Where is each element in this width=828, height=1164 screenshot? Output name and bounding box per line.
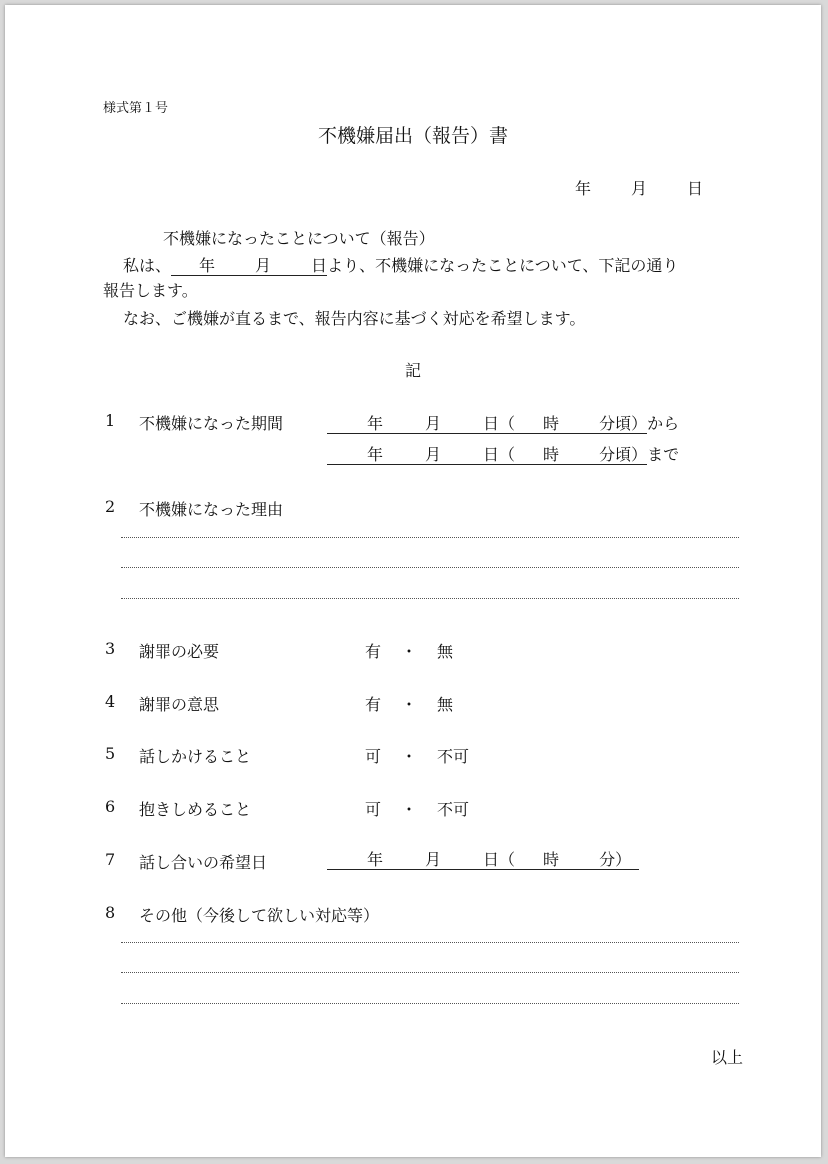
- body-line-2: 報告します。: [103, 281, 198, 300]
- item-label: 話しかけること: [139, 747, 252, 766]
- item-number: 8: [105, 903, 116, 922]
- choice-no[interactable]: 無: [437, 695, 454, 714]
- reason-line-3[interactable]: [121, 598, 739, 599]
- choice-not-ok[interactable]: 不可: [437, 747, 470, 766]
- body-text-prefix: 私は、: [123, 256, 172, 275]
- ki-heading: 記: [404, 361, 421, 380]
- period-to-blank[interactable]: [327, 446, 647, 465]
- item-apology-need: [5, 639, 821, 659]
- other-line-1[interactable]: [121, 942, 739, 943]
- from-year: 年: [367, 414, 384, 433]
- from-day: 日（: [483, 414, 516, 433]
- item-label: その他（今後して欲しい対応等）: [139, 906, 380, 925]
- choice-no[interactable]: 無: [437, 642, 454, 661]
- document-page: [5, 5, 821, 1157]
- to-minute: 分頃）: [599, 445, 648, 464]
- subject-line: 不機嫌になったことについて（報告）: [163, 229, 435, 248]
- choice-group: [365, 797, 469, 820]
- closing-ijo: 以上: [710, 1048, 743, 1067]
- start-year-label: 年: [199, 256, 216, 275]
- from-hour: 時: [543, 414, 560, 433]
- body-line-1: [123, 253, 678, 276]
- form-number: 様式第１号: [103, 101, 169, 116]
- to-hour: 時: [543, 445, 560, 464]
- item-other: [5, 903, 821, 923]
- choice-separator: ・: [401, 695, 418, 714]
- item-number: 1: [105, 411, 116, 430]
- item-hug: [5, 797, 821, 817]
- from-month: 月: [425, 414, 442, 433]
- meeting-date-blank[interactable]: [327, 851, 639, 870]
- item-meeting-date: [5, 850, 821, 872]
- item-number: 5: [105, 744, 116, 763]
- period-from: [327, 411, 679, 434]
- item-apology-intent: [5, 692, 821, 712]
- choice-group: [365, 692, 453, 715]
- start-date-blank[interactable]: [171, 257, 327, 276]
- to-month: 月: [425, 445, 442, 464]
- choice-not-ok[interactable]: 不可: [437, 800, 470, 819]
- meeting-date-field: [327, 850, 639, 870]
- choice-group: [365, 744, 469, 767]
- choice-separator: ・: [401, 747, 418, 766]
- reason-line-2[interactable]: [121, 567, 739, 568]
- period-from-blank[interactable]: [327, 415, 647, 434]
- other-line-2[interactable]: [121, 972, 739, 973]
- choice-separator: ・: [401, 800, 418, 819]
- meeting-minute: 分）: [599, 850, 632, 869]
- date-year: 年: [575, 179, 592, 198]
- from-suffix: から: [647, 414, 680, 433]
- start-day-label: 日: [311, 256, 328, 275]
- item-number: 6: [105, 797, 116, 816]
- other-line-3[interactable]: [121, 1003, 739, 1004]
- choice-yes[interactable]: 有: [365, 695, 382, 714]
- item-period: [5, 411, 821, 464]
- meeting-day: 日（: [483, 850, 516, 869]
- to-year: 年: [367, 445, 384, 464]
- item-label: 謝罪の意思: [139, 695, 220, 714]
- item-number: 4: [105, 692, 116, 711]
- start-month-label: 月: [255, 256, 272, 275]
- submission-date: [575, 176, 703, 199]
- from-minute: 分頃）: [599, 414, 648, 433]
- item-number: 3: [105, 639, 116, 658]
- item-label: 抱きしめること: [139, 800, 252, 819]
- meeting-year: 年: [367, 850, 384, 869]
- choice-ok[interactable]: 可: [365, 747, 382, 766]
- to-day: 日（: [483, 445, 516, 464]
- to-suffix: まで: [647, 445, 680, 464]
- item-label: 不機嫌になった理由: [139, 500, 284, 519]
- choice-group: [365, 639, 453, 662]
- document-title: 不機嫌届出（報告）書: [317, 125, 508, 147]
- item-talk: [5, 744, 821, 764]
- meeting-month: 月: [425, 850, 442, 869]
- meeting-hour: 時: [543, 850, 560, 869]
- item-reason: [5, 497, 821, 517]
- body-text-suffix: より、不機嫌になったことについて、下記の通り: [327, 256, 679, 275]
- body-line-3: なお、ご機嫌が直るまで、報告内容に基づく対応を希望します。: [123, 309, 586, 328]
- choice-separator: ・: [401, 642, 418, 661]
- date-month: 月: [631, 179, 648, 198]
- item-label: 不機嫌になった期間: [139, 414, 284, 433]
- item-label: 謝罪の必要: [139, 642, 220, 661]
- choice-yes[interactable]: 有: [365, 642, 382, 661]
- period-to: [327, 442, 679, 465]
- reason-line-1[interactable]: [121, 537, 739, 538]
- item-label: 話し合いの希望日: [139, 853, 268, 872]
- item-number: 2: [105, 497, 116, 516]
- item-number: 7: [105, 850, 116, 869]
- date-day: 日: [687, 179, 704, 198]
- choice-ok[interactable]: 可: [365, 800, 382, 819]
